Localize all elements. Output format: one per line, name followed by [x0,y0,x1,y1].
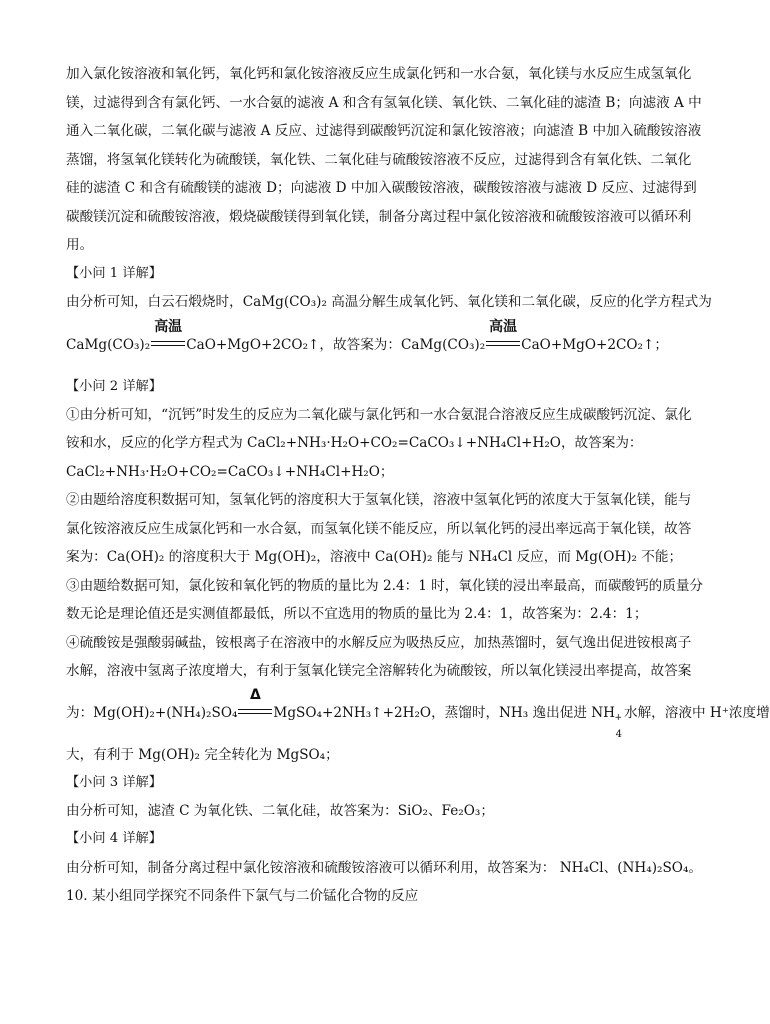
q2-p3-line1: ③由题给数据可知，氯化铵和氧化钙的物质的量比为 2.4：1 时，氧化镁的浸出率最高，而碳酸钙的质量分 [66,578,704,594]
q2-p3-line2: 数无论是理论值还是实测值都最低，所以不宜选用的物质的量比为 2.4：1，故答案为：2.4：1； [66,606,648,622]
next-question: 10. 某小组同学探究不同条件下氯气与二价锰化合物的反应 [66,888,419,904]
q1-heading: 【小问 1 详解】 [66,266,162,281]
q2-p2-line1: ②由题给溶度积数据可知，氢氧化钙的溶度积大于氢氧化镁，溶液中氢氧化钙的浓度大于氢氧化镁，能与 [66,492,692,508]
q1-text: 由分析可知，白云石煅烧时，CaMg(CO₃)₂ 高温分解生成氧化钙、氧化镁和二氧化碳，反应的化学方程式为 [66,294,712,310]
q2-eq-post: MgSO₄+2NH₃↑+2H₂O，蒸馏时，NH₃ 逸出促进 NH [273,705,615,721]
intro-line-4: 蒸馏，将氢氧化镁转化为硫酸镁，氧化铁、二氧化硅与硫酸铵溶液不反应，过滤得到含有氧化铁、二氧化 [66,152,692,168]
q1-eq-left-2: CaMg(CO₃)₂ [400,337,486,353]
q1-equation-line [66,319,668,354]
q2-p1-line1: ①由分析可知，“沉钙”时发生的反应为二氧化碳与氯化钙和一水合氨混合溶液反应生成碳酸钙沉淀、氯化 [66,407,692,423]
high-temp-condition: 高温 [150,336,186,350]
heat-condition: Δ [237,704,273,718]
intro-line-3: 通入二氧化碳，二氧化碳与滤液 A 反应、过滤得到碳酸钙沉淀和氯化铵溶液；向滤渣 B 中加入硫酸铵溶液 [66,123,702,139]
q1-eq-right: CaO+MgO+2CO₂↑ [186,337,320,353]
q2-p4-line4: 大，有利于 Mg(OH)₂ 完全转化为 MgSO₄； [66,747,339,763]
intro-line-5: 硅的滤渣 C 和含有硫酸镁的滤液 D；向滤液 D 中加入碳酸铵溶液，碳酸铵溶液与滤液 D 反应、过滤得到 [66,180,697,196]
intro-line-2: 镁，过滤得到含有氯化钙、一水合氨的滤液 A 和含有氢氧化镁、氧化铁、二氧化硅的滤渣 B；向滤液 A 中 [66,95,702,111]
q4-text: 由分析可知，制备分离过程中氯化铵溶液和硫酸铵溶液可以循环利用，故答案为： NH₄Cl、(NH₄)₂SO₄。 [66,860,702,876]
q2-eq-post2: 水解，溶液中 H⁺浓度增 [624,705,770,721]
q2-p2-line3: 案为：Ca(OH)₂ 的溶度积大于 Mg(OH)₂，溶液中 Ca(OH)₂ 能与 NH₄Cl 反应，而 Mg(OH)₂ 不能； [66,549,683,565]
q2-eq-pre: 为：Mg(OH)₂+(NH₄)₂SO₄ [66,705,238,721]
q1-answer-lead: ，故答案为： [319,337,401,353]
q1-tail: ； [654,337,668,353]
q2-p2-line2: 氯化铵溶液反应生成氯化钙和一水合氨，而氢氧化镁不能反应，所以氧化钙的浸出率远高于氧化镁，故答 [66,521,692,537]
q3-text: 由分析可知，滤渣 C 为氧化铁、二氧化硅，故答案为：SiO₂、Fe₂O₃； [66,803,494,819]
q2-p4-equation-line: 为：Mg(OH)₂+(NH₄)₂SO₄ Δ MgSO₄+2NH₃↑+2H₂O，蒸馏时，NH₃ 逸出促进 NH + 4 水解，溶液中 H⁺浓度增 [66,687,770,740]
q3-heading: 【小问 3 详解】 [66,775,162,790]
intro-line-7: 用。 [66,237,94,253]
q1-eq-left: CaMg(CO₃)₂ [66,337,151,353]
q4-heading: 【小问 4 详解】 [66,831,162,846]
q2-p4-line2: 水解，溶液中氢离子浓度增大，有利于氢氧化镁完全溶解转化为硫酸铵，所以氧化镁浸出率提高，故答案 [66,663,692,679]
intro-line-1: 加入氯化铵溶液和氧化钙，氧化钙和氯化铵溶液反应生成氯化钙和一水合氨，氧化镁与水反应生成氢氧化 [66,66,692,82]
q2-heading: 【小问 2 详解】 [66,379,162,394]
intro-line-6: 碳酸镁沉淀和硫酸铵溶液，煅烧碳酸镁得到氧化镁，制备分离过程中氯化铵溶液和硫酸铵溶液可以循环利 [66,209,692,225]
q1-eq-right-2: CaO+MgO+2CO₂↑ [521,337,655,353]
q2-p1-line2: 铵和水，反应的化学方程式为 CaCl₂+NH₃·H₂O+CO₂=CaCO₃↓+NH₄Cl+H₂O，故答案为： [66,435,643,451]
high-temp-condition-2: 高温 [485,336,521,350]
q2-p4-line1: ④硫酸铵是强酸弱碱盐，铵根离子在溶液中的水解反应为吸热反应，加热蒸馏时，氨气逸出促进铵根离子 [66,635,692,651]
q2-p1-line3: CaCl₂+NH₃·H₂O+CO₂=CaCO₃↓+NH₄Cl+H₂O； [66,464,394,480]
